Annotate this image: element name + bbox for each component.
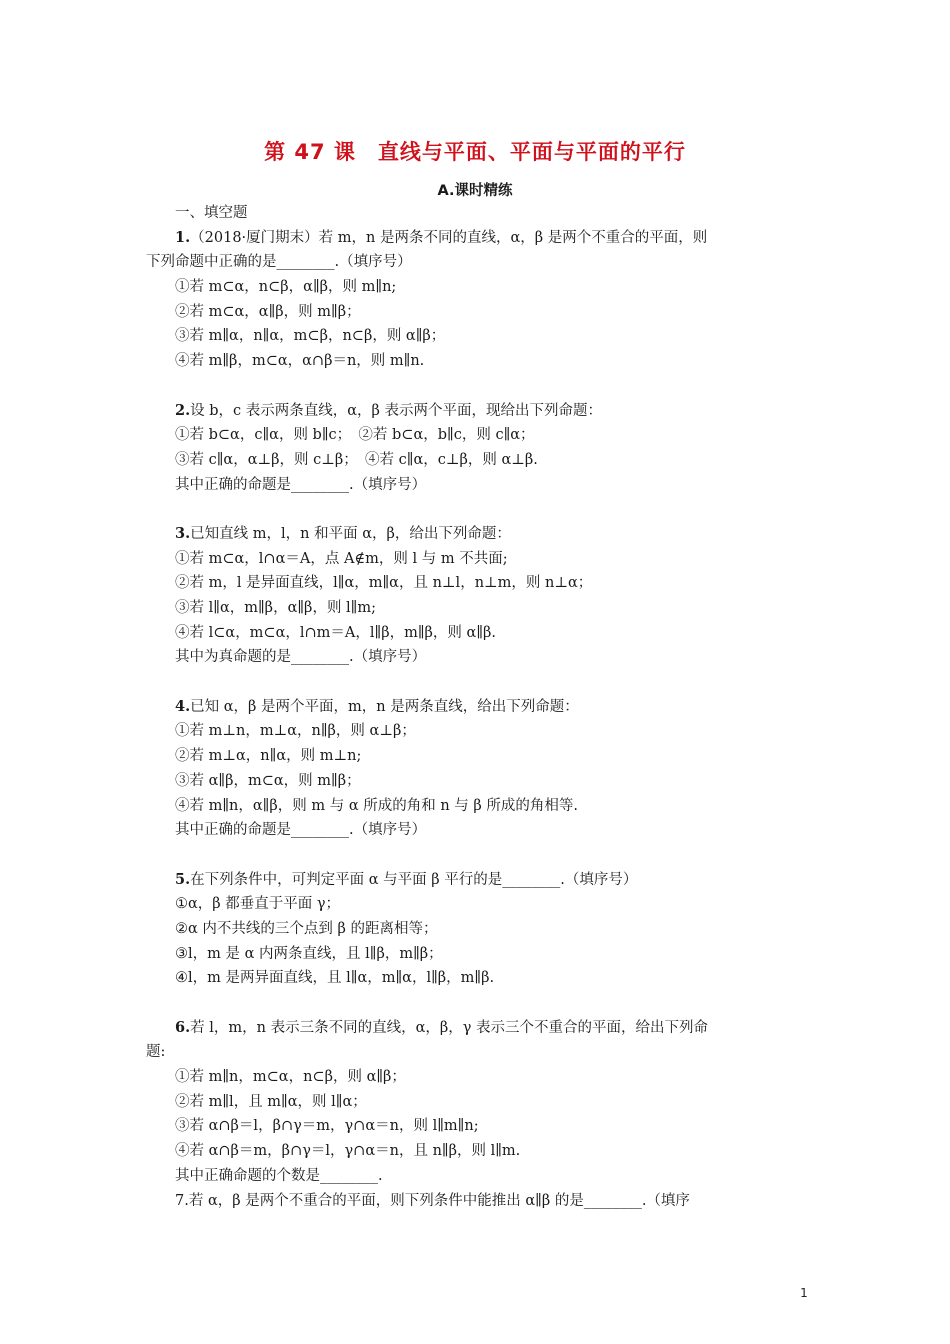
section-subtitle: A.课时精练 [437, 183, 513, 199]
question-5-option: ③l，m 是 α 内两条直线，且 l∥β，m∥β； [175, 945, 443, 962]
question-6-option: ①若 m∥n，m⊂α，n⊂β，则 α∥β； [175, 1069, 406, 1086]
page-title: 第 47 课 直线与平面、平面与平面的平行 [264, 140, 686, 164]
question-3-option: ①若 m⊂α，l∩α＝A，点 A∉m，则 l 与 m 不共面; [175, 550, 508, 567]
question-5-option: ①α，β 都垂直于平面 γ； [175, 896, 341, 913]
question-1-stem-cont: 下列命题中正确的是________.（填序号） [146, 254, 412, 271]
question-number: 4. [175, 697, 191, 715]
question-2-option: ③若 c∥α，α⊥β，则 c⊥β； ④若 c∥α，c⊥β，则 α⊥β. [175, 451, 538, 468]
page-number: 1 [800, 1286, 808, 1300]
exercise-content [146, 201, 808, 1213]
question-1-option: ②若 m⊂α，α∥β，则 m∥β； [175, 303, 361, 320]
question-4-option: ①若 m⊥n，m⊥α，n∥β，则 α⊥β； [175, 723, 416, 740]
question-number: 6. [175, 1018, 191, 1036]
question-3-option: ③若 l∥α，m∥β，α∥β，则 l∥m; [175, 600, 377, 616]
question-number: 3. [175, 524, 191, 542]
question-number: 5. [175, 870, 191, 888]
question-6-option: ③若 α∩β＝l，β∩γ＝m，γ∩α＝n，则 l∥m∥n; [175, 1118, 479, 1135]
question-5-stem: 5.在下列条件中，可判定平面 α 与平面 β 平行的是________.（填序号） [175, 870, 638, 888]
question-6-ending: 其中正确命题的个数是________. [175, 1167, 383, 1184]
question-4-option: ②若 m⊥α，n∥α，则 m⊥n; [175, 748, 362, 765]
question-3-ending: 其中为真命题的是________.（填序号） [175, 649, 427, 666]
question-5-option: ④l，m 是两异面直线，且 l∥α，m∥α，l∥β，m∥β. [175, 970, 495, 987]
question-number: 7. [175, 1192, 189, 1209]
question-1-option: ①若 m⊂α，n⊂β，α∥β，则 m∥n; [175, 279, 397, 296]
question-2-option: ①若 b⊂α，c∥α，则 b∥c； ②若 b⊂α，b∥c，则 c∥α； [175, 427, 535, 444]
question-1-option: ④若 m∥β，m⊂α，α∩β＝n，则 m∥n. [175, 353, 425, 370]
question-2-stem: 2.设 b，c 表示两条直线，α，β 表示两个平面，现给出下列命题： [175, 401, 603, 419]
question-6-stem-cont: 题: [146, 1044, 166, 1061]
question-4-option: ③若 α∥β，m⊂α，则 m∥β； [175, 772, 361, 789]
section-heading: 一、填空题 [175, 205, 248, 221]
question-4-stem: 4.已知 α，β 是两个平面，m，n 是两条直线，给出下列命题： [175, 697, 579, 715]
question-number: 2. [175, 401, 191, 419]
question-3-stem: 3.已知直线 m，l，n 和平面 α，β，给出下列命题： [175, 524, 511, 542]
question-1-option: ③若 m∥α，n∥α，m⊂β，n⊂β，则 α∥β； [175, 328, 446, 345]
question-7-stem: 7.若 α，β 是两个不重合的平面，则下列条件中能推出 α∥β 的是________.（填序 [175, 1192, 690, 1209]
question-6-stem: 6.若 l，m，n 表示三条不同的直线，α，β，γ 表示三个不重合的平面，给出下列命 [175, 1018, 709, 1036]
question-5-option: ②α 内不共线的三个点到 β 的距离相等； [175, 920, 438, 937]
question-4-ending: 其中正确的命题是________.（填序号） [175, 822, 427, 839]
question-4-option: ④若 m∥n，α∥β，则 m 与 α 所成的角和 n 与 β 所成的角相等. [175, 797, 579, 814]
question-3-option: ②若 m，l 是异面直线，l∥α，m∥α，且 n⊥l，n⊥m，则 n⊥α； [175, 575, 593, 592]
question-2-ending: 其中正确的命题是________.（填序号） [175, 476, 427, 493]
question-number: 1. [175, 228, 191, 246]
question-6-option: ②若 m∥l，且 m∥α，则 l∥α； [175, 1093, 367, 1110]
question-3-option: ④若 l⊂α，m⊂α，l∩m＝A，l∥β，m∥β，则 α∥β. [175, 624, 497, 641]
question-1-stem: 1.（2018·厦门期末）若 m，n 是两条不同的直线，α，β 是两个不重合的平面，则 [175, 228, 708, 246]
question-6-option: ④若 α∩β＝m，β∩γ＝l，γ∩α＝n，且 n∥β，则 l∥m. [175, 1143, 521, 1160]
